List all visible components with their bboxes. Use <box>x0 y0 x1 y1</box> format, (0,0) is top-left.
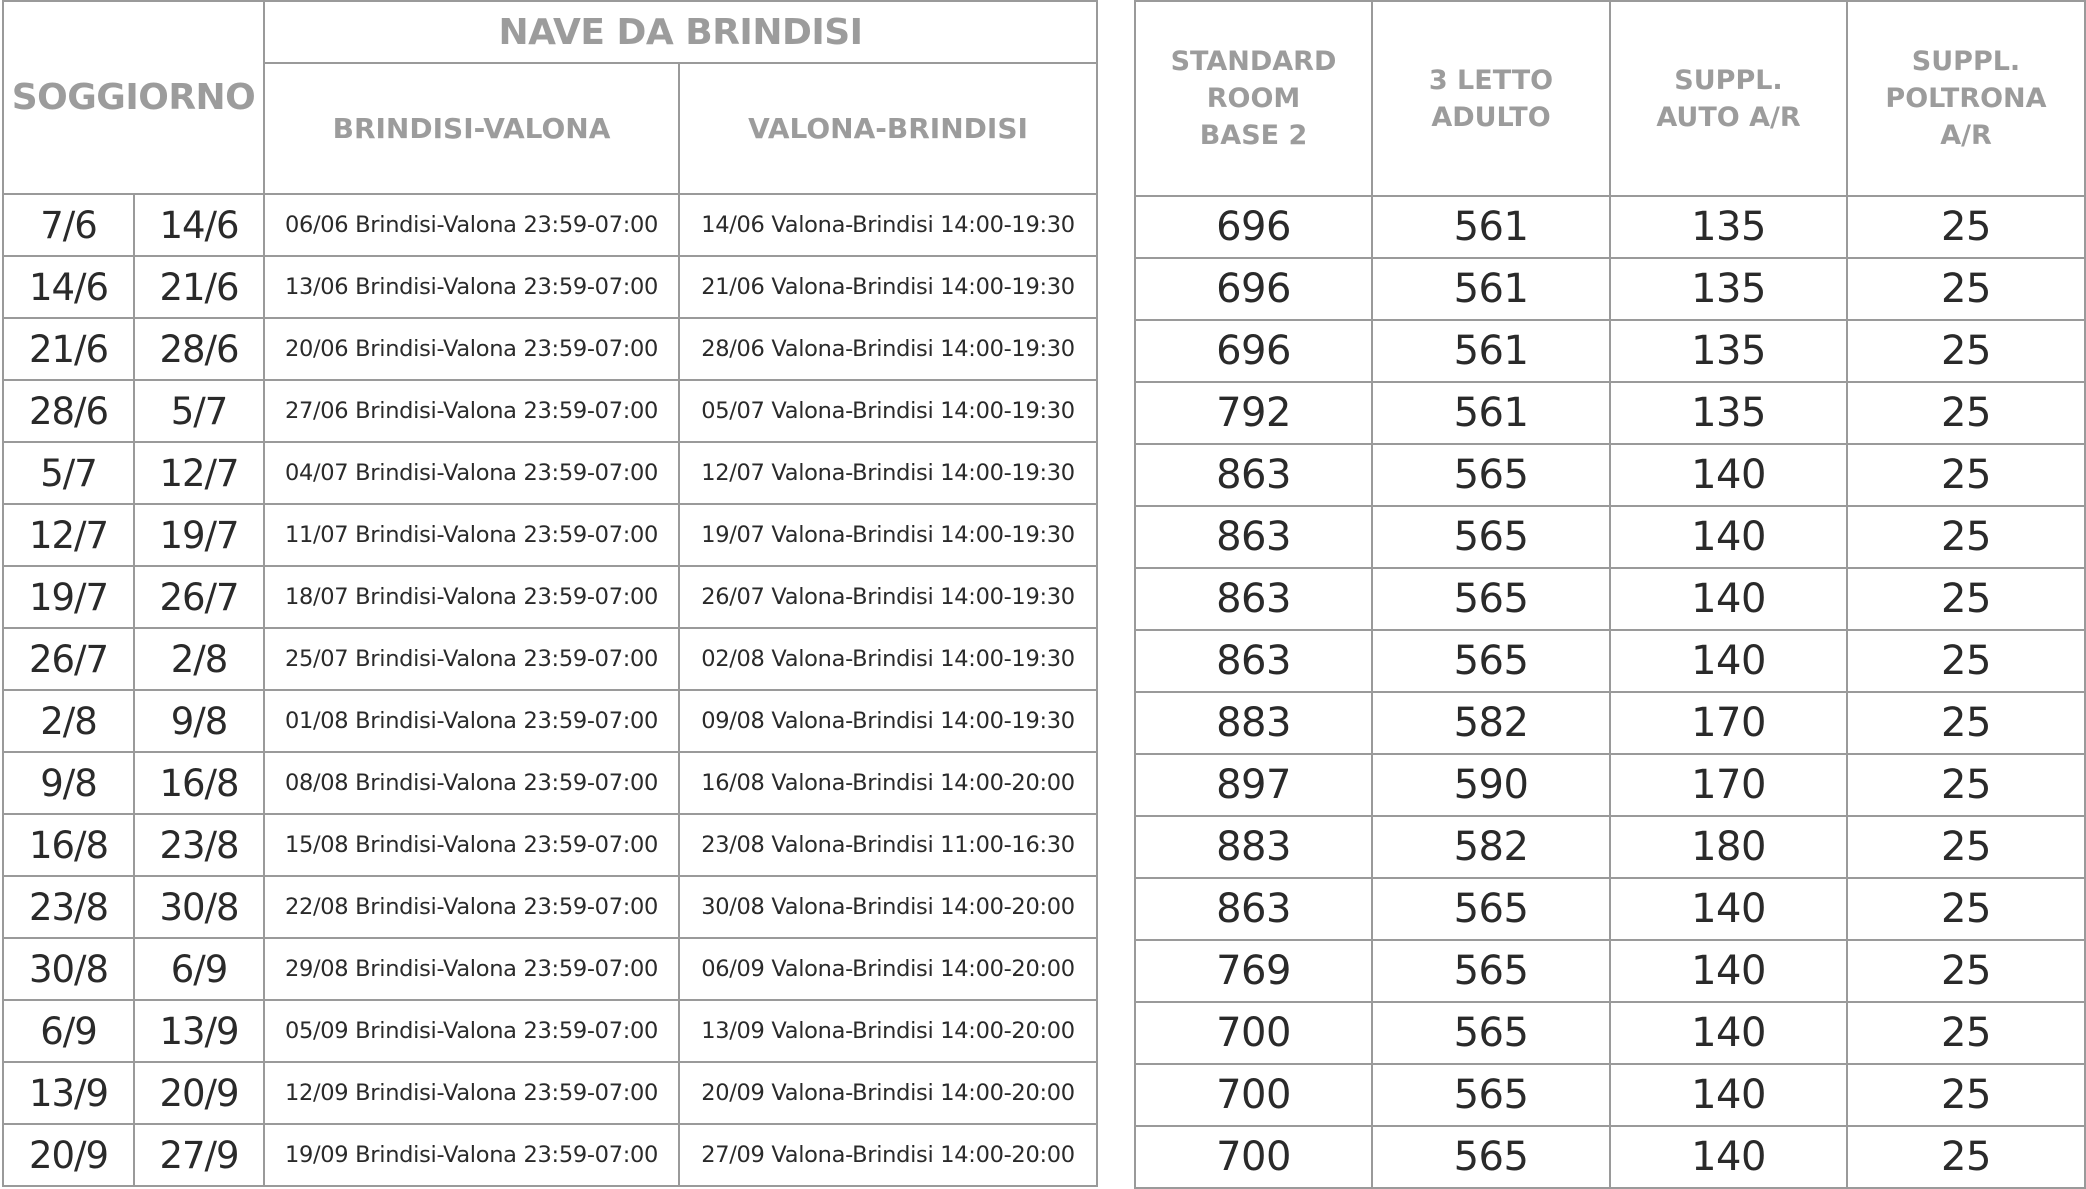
poltrona-supplement-cell: 25 <box>1847 754 2085 816</box>
poltrona-supplement-cell: 25 <box>1847 1126 2085 1188</box>
header-line: BASE 2 <box>1199 120 1308 151</box>
letto3-price-cell: 561 <box>1372 320 1610 382</box>
header-line: SUPPL. <box>1911 46 2021 77</box>
suppl-poltrona-header <box>1847 1 2085 196</box>
return-trip-cell: 05/07 Valona-Brindisi 14:00-19:30 <box>679 380 1097 442</box>
table-row <box>3 194 1097 256</box>
stay-start-cell: 2/8 <box>3 690 134 752</box>
table-row <box>3 876 1097 938</box>
outbound-header: BRINDISI-VALONA <box>264 63 679 194</box>
table-row <box>1135 878 2085 940</box>
table-row <box>3 380 1097 442</box>
outbound-trip-cell: 08/08 Brindisi-Valona 23:59-07:00 <box>264 752 679 814</box>
header-line: POLTRONA <box>1885 83 2047 114</box>
stay-end-cell: 2/8 <box>134 628 264 690</box>
stay-end-cell: 30/8 <box>134 876 264 938</box>
poltrona-supplement-cell: 25 <box>1847 940 2085 1002</box>
stay-start-cell: 30/8 <box>3 938 134 1000</box>
table-row <box>3 566 1097 628</box>
letto3-price-cell: 582 <box>1372 692 1610 754</box>
stay-start-cell: 19/7 <box>3 566 134 628</box>
poltrona-supplement-cell: 25 <box>1847 444 2085 506</box>
return-trip-cell: 26/07 Valona-Brindisi 14:00-19:30 <box>679 566 1097 628</box>
schedule-table <box>2 0 1098 1187</box>
letto3-price-cell: 561 <box>1372 258 1610 320</box>
stay-start-cell: 7/6 <box>3 194 134 256</box>
outbound-trip-cell: 22/08 Brindisi-Valona 23:59-07:00 <box>264 876 679 938</box>
return-trip-cell: 27/09 Valona-Brindisi 14:00-20:00 <box>679 1124 1097 1186</box>
return-trip-cell: 06/09 Valona-Brindisi 14:00-20:00 <box>679 938 1097 1000</box>
letto3-price-cell: 561 <box>1372 382 1610 444</box>
table-row <box>3 504 1097 566</box>
table-row <box>3 690 1097 752</box>
auto-supplement-cell: 170 <box>1610 754 1847 816</box>
auto-supplement-cell: 135 <box>1610 258 1847 320</box>
table-row <box>1135 1126 2085 1188</box>
nave-header: NAVE DA BRINDISI <box>264 1 1097 63</box>
table-row <box>1135 1064 2085 1126</box>
poltrona-supplement-cell: 25 <box>1847 630 2085 692</box>
poltrona-supplement-cell: 25 <box>1847 506 2085 568</box>
stay-start-cell: 5/7 <box>3 442 134 504</box>
letto3-adulto-header <box>1372 1 1610 196</box>
stay-end-cell: 14/6 <box>134 194 264 256</box>
outbound-trip-cell: 05/09 Brindisi-Valona 23:59-07:00 <box>264 1000 679 1062</box>
auto-supplement-cell: 140 <box>1610 630 1847 692</box>
outbound-trip-cell: 12/09 Brindisi-Valona 23:59-07:00 <box>264 1062 679 1124</box>
stay-end-cell: 13/9 <box>134 1000 264 1062</box>
stay-end-cell: 9/8 <box>134 690 264 752</box>
stay-start-cell: 23/8 <box>3 876 134 938</box>
table-row <box>3 1000 1097 1062</box>
stay-start-cell: 26/7 <box>3 628 134 690</box>
standard-price-cell: 863 <box>1135 630 1372 692</box>
poltrona-supplement-cell: 25 <box>1847 1002 2085 1064</box>
auto-supplement-cell: 135 <box>1610 196 1847 258</box>
stay-start-cell: 28/6 <box>3 380 134 442</box>
table-row <box>1135 258 2085 320</box>
outbound-trip-cell: 11/07 Brindisi-Valona 23:59-07:00 <box>264 504 679 566</box>
table-row <box>1135 568 2085 630</box>
auto-supplement-cell: 135 <box>1610 320 1847 382</box>
return-trip-cell: 30/08 Valona-Brindisi 14:00-20:00 <box>679 876 1097 938</box>
poltrona-supplement-cell: 25 <box>1847 258 2085 320</box>
letto3-price-cell: 565 <box>1372 630 1610 692</box>
header-line: A/R <box>1940 120 1992 151</box>
letto3-price-cell: 582 <box>1372 816 1610 878</box>
suppl-auto-header <box>1610 1 1847 196</box>
return-trip-cell: 16/08 Valona-Brindisi 14:00-20:00 <box>679 752 1097 814</box>
auto-supplement-cell: 140 <box>1610 1126 1847 1188</box>
stay-end-cell: 12/7 <box>134 442 264 504</box>
standard-price-cell: 863 <box>1135 878 1372 940</box>
auto-supplement-cell: 140 <box>1610 1002 1847 1064</box>
return-trip-cell: 12/07 Valona-Brindisi 14:00-19:30 <box>679 442 1097 504</box>
table-row <box>1135 444 2085 506</box>
standard-price-cell: 700 <box>1135 1126 1372 1188</box>
soggiorno-header: SOGGIORNO <box>3 1 264 194</box>
header-line: ADULTO <box>1431 101 1551 133</box>
auto-supplement-cell: 140 <box>1610 444 1847 506</box>
letto3-price-cell: 565 <box>1372 878 1610 940</box>
poltrona-supplement-cell: 25 <box>1847 568 2085 630</box>
return-trip-cell: 21/06 Valona-Brindisi 14:00-19:30 <box>679 256 1097 318</box>
stay-end-cell: 26/7 <box>134 566 264 628</box>
standard-price-cell: 696 <box>1135 320 1372 382</box>
standard-price-cell: 883 <box>1135 816 1372 878</box>
auto-supplement-cell: 180 <box>1610 816 1847 878</box>
stay-start-cell: 13/9 <box>3 1062 134 1124</box>
stay-start-cell: 20/9 <box>3 1124 134 1186</box>
stay-end-cell: 27/9 <box>134 1124 264 1186</box>
return-trip-cell: 28/06 Valona-Brindisi 14:00-19:30 <box>679 318 1097 380</box>
standard-price-cell: 769 <box>1135 940 1372 1002</box>
standard-price-cell: 696 <box>1135 258 1372 320</box>
outbound-trip-cell: 19/09 Brindisi-Valona 23:59-07:00 <box>264 1124 679 1186</box>
poltrona-supplement-cell: 25 <box>1847 320 2085 382</box>
table-row <box>3 814 1097 876</box>
outbound-trip-cell: 29/08 Brindisi-Valona 23:59-07:00 <box>264 938 679 1000</box>
stay-end-cell: 5/7 <box>134 380 264 442</box>
auto-supplement-cell: 140 <box>1610 568 1847 630</box>
poltrona-supplement-cell: 25 <box>1847 382 2085 444</box>
stay-end-cell: 28/6 <box>134 318 264 380</box>
table-row <box>1135 630 2085 692</box>
header-line: 3 LETTO <box>1428 64 1554 96</box>
standard-price-cell: 863 <box>1135 506 1372 568</box>
table-row <box>1135 940 2085 1002</box>
return-trip-cell: 19/07 Valona-Brindisi 14:00-19:30 <box>679 504 1097 566</box>
table-row <box>1135 754 2085 816</box>
standard-price-cell: 700 <box>1135 1002 1372 1064</box>
letto3-price-cell: 565 <box>1372 1002 1610 1064</box>
outbound-trip-cell: 20/06 Brindisi-Valona 23:59-07:00 <box>264 318 679 380</box>
poltrona-supplement-cell: 25 <box>1847 878 2085 940</box>
poltrona-supplement-cell: 25 <box>1847 196 2085 258</box>
stay-start-cell: 12/7 <box>3 504 134 566</box>
table-row <box>1135 196 2085 258</box>
stay-end-cell: 20/9 <box>134 1062 264 1124</box>
table-row <box>1135 382 2085 444</box>
outbound-trip-cell: 25/07 Brindisi-Valona 23:59-07:00 <box>264 628 679 690</box>
stay-end-cell: 21/6 <box>134 256 264 318</box>
table-row <box>3 256 1097 318</box>
return-trip-cell: 23/08 Valona-Brindisi 11:00-16:30 <box>679 814 1097 876</box>
outbound-trip-cell: 18/07 Brindisi-Valona 23:59-07:00 <box>264 566 679 628</box>
letto3-price-cell: 565 <box>1372 940 1610 1002</box>
outbound-trip-cell: 15/08 Brindisi-Valona 23:59-07:00 <box>264 814 679 876</box>
outbound-trip-cell: 01/08 Brindisi-Valona 23:59-07:00 <box>264 690 679 752</box>
stay-start-cell: 9/8 <box>3 752 134 814</box>
header-line: AUTO A/R <box>1656 101 1801 133</box>
auto-supplement-cell: 140 <box>1610 878 1847 940</box>
standard-price-cell: 696 <box>1135 196 1372 258</box>
stay-start-cell: 16/8 <box>3 814 134 876</box>
standard-price-cell: 883 <box>1135 692 1372 754</box>
header-line: ROOM <box>1206 83 1301 114</box>
standard-room-header <box>1135 1 1372 196</box>
standard-price-cell: 897 <box>1135 754 1372 816</box>
letto3-price-cell: 565 <box>1372 444 1610 506</box>
letto3-price-cell: 561 <box>1372 196 1610 258</box>
letto3-price-cell: 565 <box>1372 506 1610 568</box>
auto-supplement-cell: 170 <box>1610 692 1847 754</box>
stay-start-cell: 21/6 <box>3 318 134 380</box>
poltrona-supplement-cell: 25 <box>1847 816 2085 878</box>
table-row <box>1135 320 2085 382</box>
auto-supplement-cell: 140 <box>1610 506 1847 568</box>
stay-start-cell: 6/9 <box>3 1000 134 1062</box>
stay-end-cell: 23/8 <box>134 814 264 876</box>
table-row <box>3 1124 1097 1186</box>
table-row <box>1135 1002 2085 1064</box>
table-row <box>3 318 1097 380</box>
stay-end-cell: 16/8 <box>134 752 264 814</box>
auto-supplement-cell: 140 <box>1610 940 1847 1002</box>
stay-start-cell: 14/6 <box>3 256 134 318</box>
return-trip-cell: 13/09 Valona-Brindisi 14:00-20:00 <box>679 1000 1097 1062</box>
outbound-trip-cell: 04/07 Brindisi-Valona 23:59-07:00 <box>264 442 679 504</box>
table-row <box>3 938 1097 1000</box>
standard-price-cell: 700 <box>1135 1064 1372 1126</box>
header-line: STANDARD <box>1170 46 1337 77</box>
table-row <box>3 628 1097 690</box>
return-trip-cell: 02/08 Valona-Brindisi 14:00-19:30 <box>679 628 1097 690</box>
table-row <box>1135 506 2085 568</box>
outbound-trip-cell: 27/06 Brindisi-Valona 23:59-07:00 <box>264 380 679 442</box>
standard-price-cell: 792 <box>1135 382 1372 444</box>
return-header: VALONA-BRINDISI <box>679 63 1097 194</box>
header-line: SUPPL. <box>1674 64 1783 96</box>
stay-end-cell: 19/7 <box>134 504 264 566</box>
return-trip-cell: 14/06 Valona-Brindisi 14:00-19:30 <box>679 194 1097 256</box>
return-trip-cell: 09/08 Valona-Brindisi 14:00-19:30 <box>679 690 1097 752</box>
table-row <box>3 1062 1097 1124</box>
return-trip-cell: 20/09 Valona-Brindisi 14:00-20:00 <box>679 1062 1097 1124</box>
poltrona-supplement-cell: 25 <box>1847 692 2085 754</box>
standard-price-cell: 863 <box>1135 568 1372 630</box>
letto3-price-cell: 590 <box>1372 754 1610 816</box>
auto-supplement-cell: 135 <box>1610 382 1847 444</box>
stay-end-cell: 6/9 <box>134 938 264 1000</box>
letto3-price-cell: 565 <box>1372 568 1610 630</box>
price-table <box>1134 0 2086 1189</box>
standard-price-cell: 863 <box>1135 444 1372 506</box>
outbound-trip-cell: 13/06 Brindisi-Valona 23:59-07:00 <box>264 256 679 318</box>
poltrona-supplement-cell: 25 <box>1847 1064 2085 1126</box>
table-row <box>1135 692 2085 754</box>
outbound-trip-cell: 06/06 Brindisi-Valona 23:59-07:00 <box>264 194 679 256</box>
letto3-price-cell: 565 <box>1372 1064 1610 1126</box>
letto3-price-cell: 565 <box>1372 1126 1610 1188</box>
table-row <box>1135 816 2085 878</box>
table-row <box>3 442 1097 504</box>
auto-supplement-cell: 140 <box>1610 1064 1847 1126</box>
table-row <box>3 752 1097 814</box>
